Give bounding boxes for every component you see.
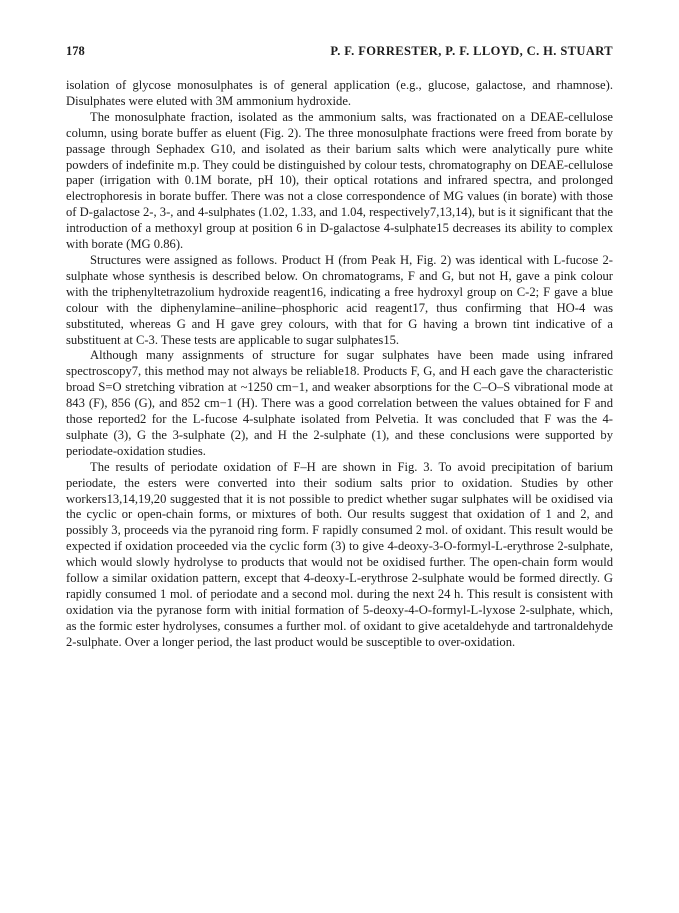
article-body bbox=[66, 78, 613, 651]
page-header bbox=[66, 44, 613, 60]
page-number: 178 bbox=[66, 44, 85, 58]
paragraph-1: isolation of glycose monosulphates is of general application (e.g., glucose, galactose, and rhamnose). Disulphates were eluted with 3M ammonium hydroxide. bbox=[66, 78, 613, 108]
paragraph-3: Structures were assigned as follows. Product H (from Peak H, Fig. 2) was identical with L-fucose 2-sulphate whose synthesis is described below. On chromatograms, F and G, but not H, gave a pink colour with the triphenyltetrazolium hydroxide reagent16, indicating a free hydroxyl group on C-2; F gave a blue colour with the diphenylamine–aniline–phosphoric acid reagent17, thus confirming that HO-4 was substituted, whereas G and H gave grey colours, with that for G having a brown tint indicative of a substituent at C-3. These tests are applicable to sugar sulphates15. bbox=[66, 252, 613, 347]
paragraph-4: Although many assignments of structure for sugar sulphates have been made using infrared spectroscopy7, this method may not always be reliable18. Products F, G, and H each gave the characteristic broad S=O stretching vibration at ~1250 cm−1, and weaker absorptions for the C–O–S vibrational mode at 843 (F), 856 (G), and 852 cm−1 (H). There was a good correlation between the values obtained for F and those reported2 for the L-fucose 4-sulphate isolated from Pelvetia. It was concluded that F was the 4-sulphate (3), G the 3-sulphate (2), and H the 2-sulphate (1), and these conclusions were supported by periodate-oxidation studies. bbox=[66, 348, 613, 458]
paragraph-5: The results of periodate oxidation of F–H are shown in Fig. 3. To avoid precipitation of barium periodate, the esters were converted into their sodium salts prior to oxidation. Studies by other workers13,14,19,20 suggested that it is not possible to predict whether sugar sulphates will be oxidised via the cyclic or open-chain forms, or mixtures of both. Our results suggest that oxidation of 1 and 2, and possibly 3, proceeds via the pyranoid ring form. F rapidly consumed 2 mol. of oxidant. This result would be expected if oxidation proceeded via the cyclic form (3) to give 4-deoxy-3-O-formyl-L-erythrose 2-sulphate, which would slowly hydrolyse to products that would not be oxidised further. The open-chain form would follow a similar oxidation pattern, except that 4-deoxy-L-erythrose 2-sulphate would be formed directly. G rapidly consumed 1 mol. of periodate and a second mol. during the next 24 h. This result is consistent with oxidation via the pyranose form with initial formation of 5-deoxy-4-O-formyl-L-lyxose 2-sulphate, which, as the formic ester hydrolyses, consumes a further mol. of oxidant to give acetaldehyde and tartronaldehyde 2-sulphate. Over a longer period, the last product would be susceptible to over-oxidation. bbox=[66, 459, 613, 649]
paragraph-2: The monosulphate fraction, isolated as the ammonium salts, was fractionated on a DEAE-cellulose column, using borate buffer as eluent (Fig. 2). The three monosulphate fractions were freed from borate by passage through Sephadex G10, and isolated as their barium salts which were analytically pure white powders of indefinite m.p. They could be distinguished by colour tests, chromatography on DEAE-cellulose paper (irrigation with 0.1M borate, pH 10), their optical rotations and infrared spectra, and prolonged electrophoresis in borate buffer. There was not a close correspondence of MG values (in borate) with those of D-galactose 2-, 3-, and 4-sulphates (1.02, 1.33, and 1.04, respectively7,13,14), but is it significant that the introduction of a methoxyl group at position 6 in D-galactose 4-sulphate15 decreases its ability to complex with borate (MG 0.86). bbox=[66, 109, 613, 252]
running-head: P. F. FORRESTER, P. F. LLOYD, C. H. STUART bbox=[330, 44, 613, 58]
